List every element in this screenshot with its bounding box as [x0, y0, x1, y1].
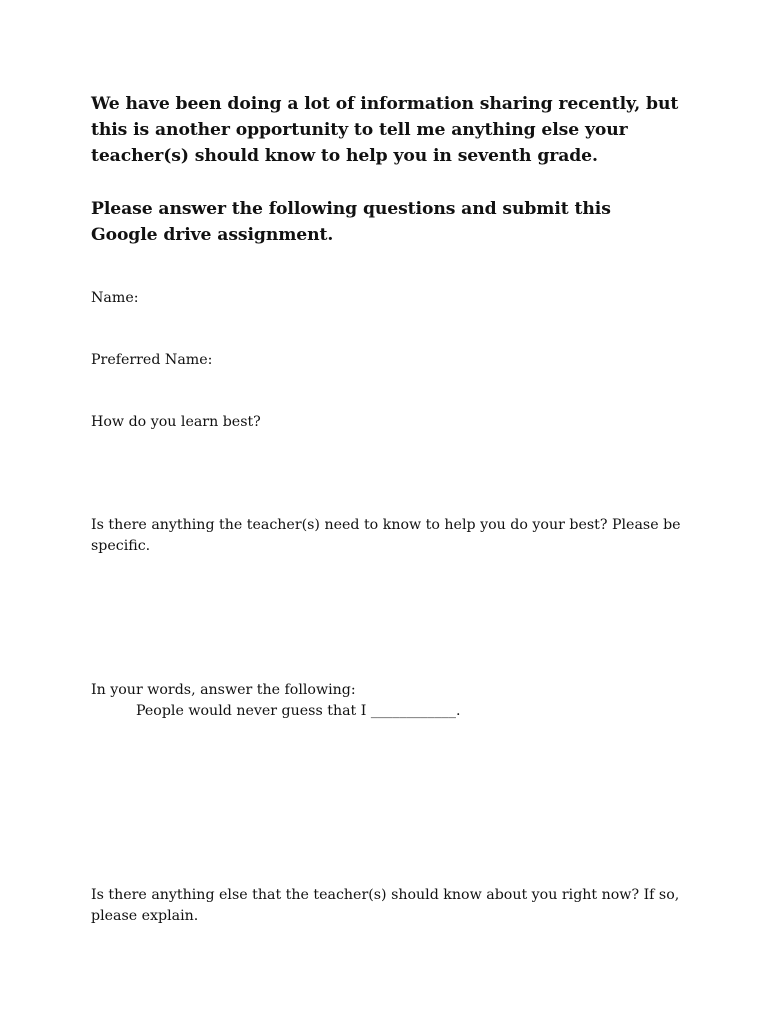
question-anything-else: Is there anything else that the teacher(s) should know about you right now? If so, please explain.: [91, 887, 680, 924]
prompt-never-guess: People would never guess that I ____________.: [136, 703, 461, 719]
in-your-words-section: [91, 680, 681, 722]
question-teacher-needs: Is there anything the teacher(s) need to know to help you do your best? Please be specific.: [91, 517, 681, 554]
name-label: Name:: [91, 290, 139, 306]
question-learn-best: How do you learn best?: [91, 414, 261, 430]
preferred-name-label: Preferred Name:: [91, 352, 213, 368]
instruction-paragraph: Please answer the following questions and submit this Google drive assignment.: [91, 199, 611, 245]
prompt-in-your-words: In your words, answer the following:: [91, 682, 356, 698]
intro-paragraph: We have been doing a lot of information sharing recently, but this is another opportunity to tell me anything else your teacher(s) should know to help you in seventh grade.: [91, 94, 679, 166]
